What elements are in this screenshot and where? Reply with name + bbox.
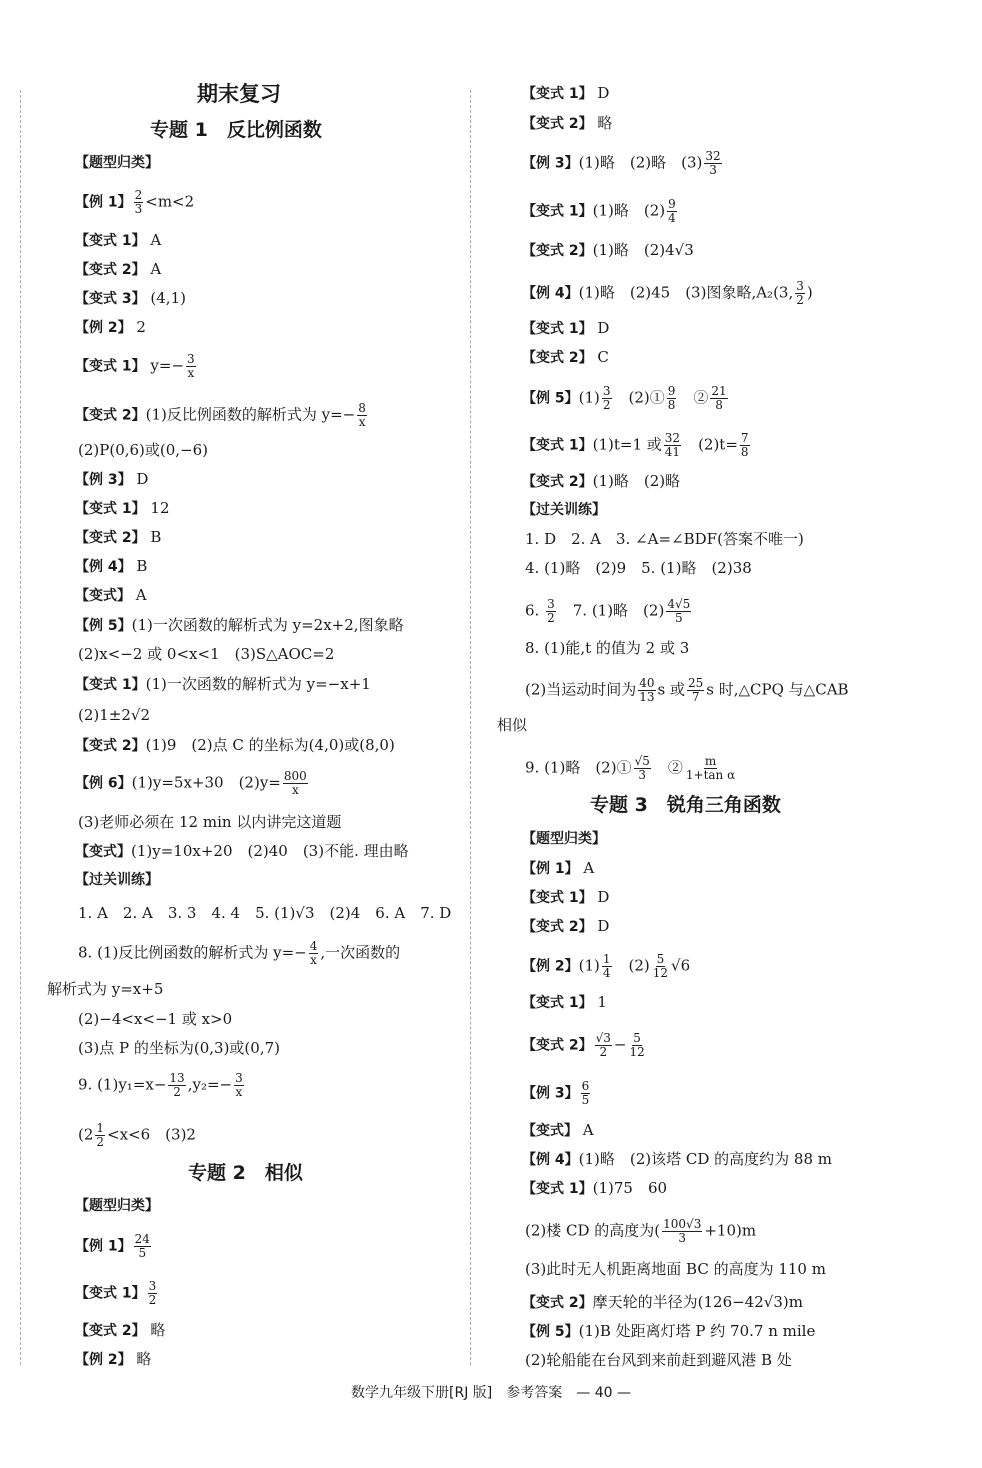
- t1-v2b: 【变式 2】(1)反比例函数的解析式为 y=− $\frac{8}{x}$: [75, 401, 366, 429]
- t1-v2b-2: (2)P(0,6)或(0,−6): [78, 441, 209, 459]
- topic1-title: 专题 1 反比例函数: [150, 119, 322, 141]
- t1-v1b: 【变式 1】 y=− $\frac{3}{x}$: [75, 352, 195, 380]
- left-margin-rule: [20, 90, 21, 1365]
- r-t8-2: (2)当运动时间为 $\frac{40}{13}$ s 或 $\frac{25}{7}$ s 时,△CPQ 与△CAB: [525, 676, 849, 704]
- topic1-category: 【题型归类】: [75, 155, 159, 171]
- t1-ex5: 【例 5】(1)一次函数的解析式为 y=2x+2,图象略: [75, 616, 404, 634]
- t3-v1: 【变式 1】 D: [522, 888, 610, 906]
- t1-ex5-2: (2)x<−2 或 0<x<1 (3)S△AOC=2: [78, 645, 335, 663]
- t1-v2a: 【变式 2】 A: [75, 260, 162, 278]
- page-footer: 数学九年级下册[RJ 版] 参考答案 — 40 —: [351, 1385, 631, 1401]
- t2-v2: 【变式 2】 略: [75, 1321, 166, 1339]
- t1-ex6-3: (3)老师必须在 12 min 以内讲完这道题: [78, 813, 342, 831]
- t1-v2c: 【变式 2】 B: [75, 528, 162, 546]
- r-t8: 8. (1)能,t 的值为 2 或 3: [525, 639, 690, 657]
- t3-v1c-2: (2)楼 CD 的高度为( $\frac{100√3}{3}$ +10)m: [525, 1217, 757, 1245]
- t2-v1: 【变式 1】 $\frac{3}{2}$: [75, 1279, 157, 1307]
- r-training: 【过关训练】: [522, 502, 606, 518]
- t3-ex4: 【例 4】(1)略 (2)该塔 CD 的高度约为 88 m: [522, 1150, 833, 1168]
- t1-t1: 1. A 2. A 3. 3 4. 4 5. (1)√3 (2)4 6. A 7. D: [78, 904, 452, 922]
- topic3-category: 【题型归类】: [522, 831, 606, 847]
- t1-training: 【过关训练】: [75, 872, 159, 888]
- t1-v4: 【变式】 A: [75, 586, 147, 604]
- t1-t8-3: (3)点 P 的坐标为(0,3)或(0,7): [78, 1039, 280, 1057]
- t1-v1d-2: (2)1±2√2: [78, 706, 151, 724]
- t1-v3a: 【变式 3】 (4,1): [75, 289, 186, 307]
- r-v1: 【变式 1】 D: [522, 84, 610, 102]
- t3-v1c-3: (3)此时无人机距离地面 BC 的高度为 110 m: [525, 1260, 826, 1278]
- t3-ex5: 【例 5】(1)B 处距离灯塔 P 约 70.7 n mile: [522, 1322, 816, 1340]
- r-v2c: 【变式 2】 C: [522, 348, 609, 366]
- t3-v2: 【变式 2】 D: [522, 917, 610, 935]
- column-divider: [470, 90, 471, 1365]
- t3-v2b: 【变式 2】 $\frac{√3}{2}$ − $\frac{5}{12}$: [522, 1031, 645, 1059]
- t2-ex1: 【例 1】 $\frac{24}{5}$: [75, 1232, 150, 1260]
- r-t8-3: 相似: [497, 716, 528, 734]
- r-t1: 1. D 2. A 3. ∠A=∠BDF(答案不唯一): [525, 530, 804, 548]
- t1-v6: 【变式】(1)y=10x+20 (2)40 (3)不能. 理由略: [75, 842, 409, 860]
- r-ex3: 【例 3】(1)略 (2)略 (3) $\frac{32}{3}$: [522, 149, 721, 177]
- t3-ex2: 【例 2】(1) $\frac{1}{4}$ (2) $\frac{5}{12}$ √6: [522, 952, 691, 980]
- r-ex4: 【例 4】(1)略 (2)45 (3)图象略,A₂(3, $\frac{3}{2}$ ): [522, 279, 813, 307]
- topic3-title: 专题 3 锐角三角函数: [590, 794, 781, 816]
- t3-ex3: 【例 3】 $\frac{6}{5}$: [522, 1079, 590, 1107]
- r-t9: 9. (1)略 (2)① $\frac{√5}{3}$ ② $\frac{m}{\text{1+tan α}}$: [525, 754, 736, 782]
- t3-ex5-2: (2)轮船能在台风到来前赶到避风港 B 处: [525, 1351, 792, 1369]
- t1-ex2: 【例 2】 2: [75, 318, 146, 336]
- t3-v3: 【变式】 A: [522, 1121, 594, 1139]
- t3-v2c: 【变式 2】摩天轮的半径为(126−42√3)m: [522, 1293, 803, 1311]
- r-v1b: 【变式 1】(1)略 (2) $\frac{9}{4}$: [522, 197, 676, 225]
- t1-t8: 8. (1)反比例函数的解析式为 y=− $\frac{4}{x}$ ,一次函数的: [78, 939, 401, 967]
- t1-v2d: 【变式 2】(1)9 (2)点 C 的坐标为(4,0)或(8,0): [75, 736, 395, 754]
- t1-t8-b: 解析式为 y=x+5: [47, 980, 164, 998]
- t2-ex2: 【例 2】 略: [75, 1350, 152, 1368]
- r-v2: 【变式 2】 略: [522, 114, 613, 132]
- r-v2d: 【变式 2】(1)略 (2)略: [522, 472, 681, 490]
- t1-t9-2: (2 $\frac{1}{2}$ <x<6 (3)2: [78, 1121, 196, 1149]
- t1-v1a: 【变式 1】 A: [75, 231, 162, 249]
- t1-ex1: 【例 1】 $\frac{2}{3}$ <m<2: [75, 188, 195, 216]
- t1-ex3: 【例 3】 D: [75, 470, 149, 488]
- t1-v1c: 【变式 1】 12: [75, 499, 170, 517]
- r-v2b: 【变式 2】(1)略 (2)4√3: [522, 241, 694, 259]
- t3-v1c: 【变式 1】(1)75 60: [522, 1179, 668, 1197]
- t1-t9: 9. (1)y₁=x− $\frac{13}{2}$ ,y₂=− $\frac{3}{x}$: [78, 1071, 243, 1099]
- t1-ex6: 【例 6】(1)y=5x+30 (2)y= $\frac{800}{x}$: [75, 769, 307, 797]
- t1-t8-2: (2)−4<x<−1 或 x>0: [78, 1010, 233, 1028]
- r-ex5: 【例 5】(1) $\frac{3}{2}$ (2)① $\frac{9}{8}$ ② $\frac{21}{8}$: [522, 384, 727, 412]
- t3-v1b: 【变式 1】 1: [522, 993, 607, 1011]
- section-title: 期末复习: [197, 82, 281, 106]
- topic2-category: 【题型归类】: [75, 1198, 159, 1214]
- t1-ex4: 【例 4】 B: [75, 557, 148, 575]
- r-t6: 6. $\frac{3}{2}$ 7. (1)略 (2) $\frac{4√5}{5}$: [525, 597, 691, 625]
- r-v1d: 【变式 1】(1)t=1 或 $\frac{32}{41}$ (2)t= $\frac{7}{8}$: [522, 431, 749, 459]
- r-v1c: 【变式 1】 D: [522, 319, 610, 337]
- t1-v1d: 【变式 1】(1)一次函数的解析式为 y=−x+1: [75, 675, 371, 693]
- t3-ex1: 【例 1】 A: [522, 859, 595, 877]
- r-t4: 4. (1)略 (2)9 5. (1)略 (2)38: [525, 559, 752, 577]
- topic2-title: 专题 2 相似: [188, 1162, 303, 1184]
